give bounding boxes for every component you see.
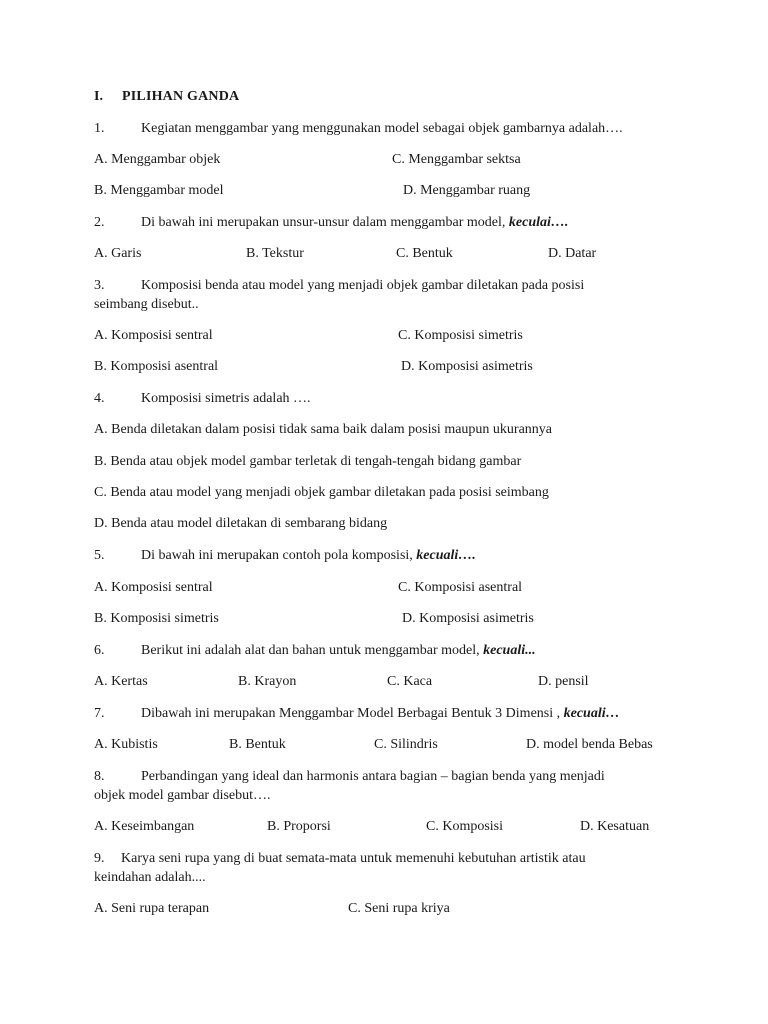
option-c: C. Kaca xyxy=(387,674,433,689)
question-text: Berikut ini adalah alat dan bahan untuk menggambar model, xyxy=(141,643,484,658)
section-number: I. xyxy=(94,89,103,104)
question-1 xyxy=(94,119,728,138)
option-a: A. Seni rupa terapan xyxy=(94,901,210,916)
option-a: A. Komposisi sentral xyxy=(94,580,213,595)
question-text: Dibawah ini merupakan Menggambar Model Berbagai Bentuk 3 Dimensi , xyxy=(141,706,564,721)
option-c: C. Menggambar sektsa xyxy=(392,152,521,167)
question-6 xyxy=(94,641,728,660)
option-a: A. Menggambar objek xyxy=(94,152,221,167)
option-d: D. Komposisi asimetris xyxy=(402,611,534,626)
question-number: 1. xyxy=(94,121,105,136)
option-a: A. Keseimbangan xyxy=(94,819,195,834)
option-a: A. Kertas xyxy=(94,674,148,689)
question-number: 5. xyxy=(94,548,105,563)
question-emphasis: keculai…. xyxy=(508,215,569,230)
option-b: B. Proporsi xyxy=(267,819,331,834)
question-2 xyxy=(94,213,728,232)
option-a: A. Kubistis xyxy=(94,737,158,752)
option-b: B. Krayon xyxy=(238,674,297,689)
option-d: D. Kesatuan xyxy=(580,819,650,834)
option-a: A. Komposisi sentral xyxy=(94,328,213,343)
option-b: B. Bentuk xyxy=(229,737,286,752)
question-number: 9. xyxy=(94,851,105,866)
option-b: B. Tekstur xyxy=(246,246,304,261)
option-b: B. Komposisi simetris xyxy=(94,611,219,626)
question-emphasis: kecuali... xyxy=(483,643,536,658)
question-emphasis: kecuali…. xyxy=(416,548,476,563)
option-b: B. Benda atau objek model gambar terletak di tengah-tengah bidang gambar xyxy=(94,454,522,469)
question-8 xyxy=(94,767,728,786)
question-number: 3. xyxy=(94,278,105,293)
question-5 xyxy=(94,546,728,565)
section-title: PILIHAN GANDA xyxy=(122,89,240,104)
option-c: C. Komposisi simetris xyxy=(398,328,523,343)
question-number: 2. xyxy=(94,215,105,230)
question-number: 7. xyxy=(94,706,105,721)
question-text: Karya seni rupa yang di buat semata-mata untuk memenuhi kebutuhan artistik atau xyxy=(121,851,586,866)
option-d: D. Datar xyxy=(548,246,597,261)
question-text: Komposisi benda atau model yang menjadi objek gambar diletakan pada posisi xyxy=(141,278,585,293)
question-text: Kegiatan menggambar yang menggunakan model sebagai objek gambarnya adalah…. xyxy=(141,121,623,136)
option-d: D. model benda Bebas xyxy=(526,737,653,752)
option-d: D. Menggambar ruang xyxy=(403,183,531,198)
option-d: D. pensil xyxy=(538,674,589,689)
question-text-line-2: objek model gambar disebut…. xyxy=(94,788,271,803)
question-9 xyxy=(94,849,728,868)
question-text: Di bawah ini merupakan unsur-unsur dalam menggambar model, xyxy=(141,215,509,230)
option-c: C. Silindris xyxy=(374,737,438,752)
option-c: C. Komposisi xyxy=(426,819,504,834)
question-emphasis: kecuali… xyxy=(563,706,620,721)
option-c: C. Komposisi asentral xyxy=(398,580,523,595)
option-c: C. Bentuk xyxy=(396,246,453,261)
question-text-line-2: keindahan adalah.... xyxy=(94,870,206,885)
question-9-continued xyxy=(94,868,728,887)
option-c: C. Seni rupa kriya xyxy=(348,901,450,916)
question-3 xyxy=(94,276,728,295)
question-4 xyxy=(94,389,728,408)
option-b: B. Komposisi asentral xyxy=(94,359,219,374)
question-3-continued xyxy=(94,295,728,314)
question-text-line-2: seimbang disebut.. xyxy=(94,297,199,312)
option-d: D. Benda atau model diletakan di sembarang bidang xyxy=(94,516,388,531)
option-a: A. Benda diletakan dalam posisi tidak sama baik dalam posisi maupun ukurannya xyxy=(94,422,553,437)
question-text: Di bawah ini merupakan contoh pola komposisi, xyxy=(141,548,417,563)
question-text: Perbandingan yang ideal dan harmonis antara bagian – bagian benda yang menjadi xyxy=(141,769,605,784)
question-8-continued xyxy=(94,786,728,805)
question-7 xyxy=(94,704,728,723)
question-number: 4. xyxy=(94,391,105,406)
question-text: Komposisi simetris adalah …. xyxy=(141,391,311,406)
question-number: 6. xyxy=(94,643,105,658)
option-a: A. Garis xyxy=(94,246,142,261)
option-b: B. Menggambar model xyxy=(94,183,224,198)
option-c: C. Benda atau model yang menjadi objek gambar diletakan pada posisi seimbang xyxy=(94,485,549,500)
question-number: 8. xyxy=(94,769,105,784)
option-d: D. Komposisi asimetris xyxy=(401,359,533,374)
